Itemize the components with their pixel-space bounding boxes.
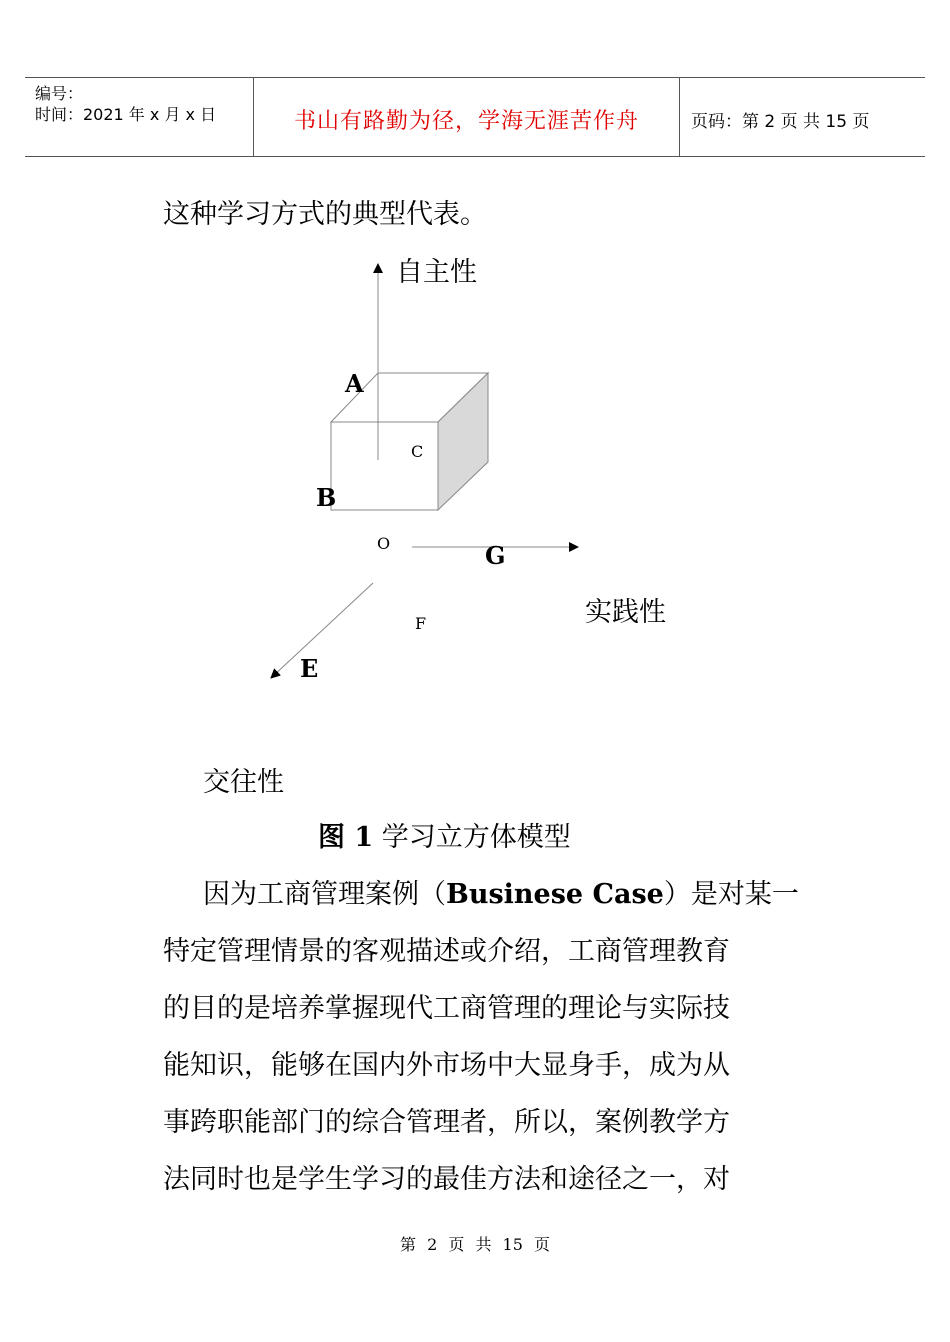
paragraph-line: 能知识，能够在国内外市场中大显身手，成为从 (163, 1050, 730, 1081)
point-label-b: B (316, 483, 337, 512)
point-label-a: A (345, 369, 364, 398)
intro-line: 这种学习方式的典型代表。 (163, 199, 487, 230)
axis-label-interaction: 交往性 (203, 767, 284, 798)
paragraph-line: 的目的是培养掌握现代工商管理的理论与实际技 (163, 993, 730, 1024)
paragraph-line: 特定管理情景的客观描述或介绍，工商管理教育 (163, 936, 730, 967)
line-text: 因为工商管理案例（ (203, 879, 446, 910)
figure-number: 图 1 (318, 822, 374, 853)
document-time-label: 时间：2021 年 x 月 x 日 (35, 105, 217, 124)
page-footer: 第 2 页 共 15 页 (400, 1235, 550, 1254)
body-paragraph (163, 875, 799, 1217)
paragraph-line (163, 875, 799, 932)
document-number-label: 编号： (35, 84, 84, 103)
header-motto: 书山有路勤为径，学海无涯苦作舟 (293, 109, 639, 134)
axis-label-practice: 实践性 (585, 597, 666, 628)
point-label-e: E (300, 654, 319, 683)
point-label-c: C (411, 442, 424, 461)
axis-label-autonomy: 自主性 (396, 257, 477, 288)
figure-title: 学习立方体模型 (381, 822, 571, 853)
point-label-g: G (485, 541, 506, 570)
point-label-o: O (377, 534, 391, 553)
paragraph-line: 事跨职能部门的综合管理者，所以，案例教学方 (163, 1107, 730, 1138)
line-text-english: Businese Case (446, 879, 664, 910)
paragraph-line: 法同时也是学生学习的最佳方法和途径之一，对 (163, 1164, 730, 1195)
point-label-f: F (415, 614, 427, 633)
figure-caption (318, 823, 571, 853)
header-page-number: 页码：第 2 页 共 15 页 (691, 112, 870, 132)
diagonal-axis-arrow (271, 583, 373, 678)
line-text: ）是对某一 (663, 879, 799, 910)
cube-front-face (331, 422, 438, 510)
